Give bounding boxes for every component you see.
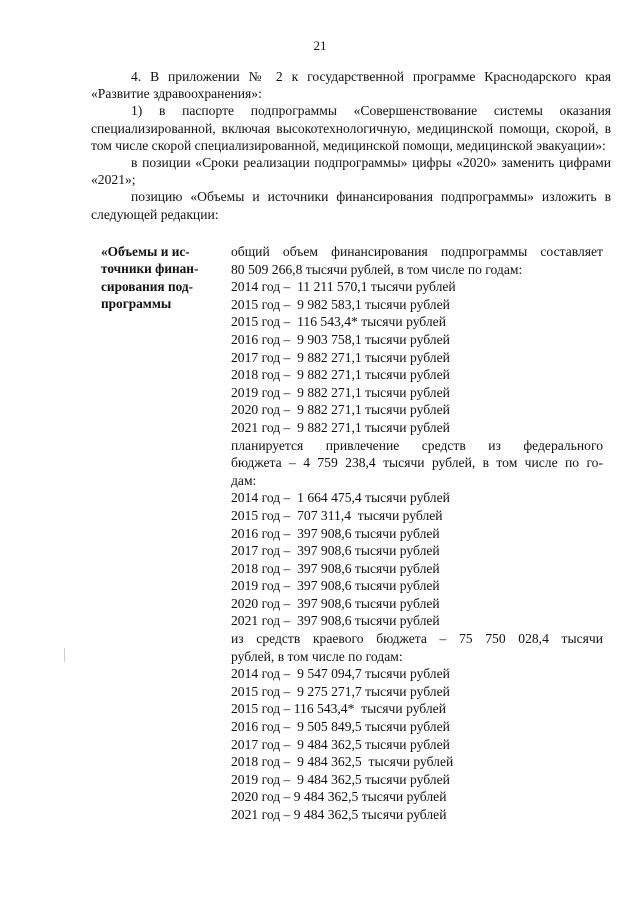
year-row: 2019 год – 9 484 362,5 тысячи рублей [231,771,450,787]
federal-years-list [231,489,603,630]
year-row: 2016 год – 9 903 758,1 тысячи рублей [231,331,450,347]
year-row: 2016 год – 397 908,6 тысячи рублей [231,525,440,541]
year-row: 2015 год – 707 311,4 тысячи рублей [231,507,443,523]
regional-years-list [231,665,603,823]
year-row: 2017 год – 397 908,6 тысячи рублей [231,543,440,559]
scan-margin-mark [64,648,65,662]
total-financing-line: общий объем финансирования подпрограммы составляет [231,244,603,259]
page-number: 21 [313,38,327,53]
year-row: 2020 год – 397 908,6 тысячи рублей [231,595,440,611]
intro-paragraph-2: 1) в паспорте подпрограммы «Совершенствование системы оказания специализированной, включая высокотехнологичную, медицинской помощи, скорой, в том числе скорой специализированной, медицинской помощи, медицинской эвакуации»: [91,103,611,153]
total-financing-line: 80 509 266,8 тысячи рублей, в том числе по годам: [231,261,523,277]
federal-budget-line: бюджета – 4 759 238,4 тысячи рублей, в том числе по го- [231,455,603,471]
year-row: 2018 год – 9 484 362,5 тысячи рублей [231,754,454,770]
position-content [231,243,603,824]
year-row: 2017 год – 9 882 271,1 тысячи рублей [231,349,450,365]
year-row: 2015 год – 9 275 271,7 тысячи рублей [231,683,450,699]
year-row: 2021 год – 9 882 271,1 тысячи рублей [231,419,450,435]
year-row: 2015 год – 9 982 583,1 тысячи рублей [231,296,450,312]
year-row: 2015 год – 116 543,4* тысячи рублей [231,314,446,330]
year-row: 2021 год – 9 484 362,5 тысячи рублей [231,807,447,822]
position-label-line: точники финан- [101,261,199,277]
year-row: 2014 год – 11 211 570,1 тысячи рублей [231,279,456,295]
intro-paragraph-4: позицию «Объемы и источники финансирования подпрограммы» изложить в следующей редакции: [91,189,611,222]
intro-text [91,68,611,223]
year-row: 2020 год – 9 882 271,1 тысячи рублей [231,402,450,418]
position-label-line: «Объемы и ис- [101,244,190,259]
federal-budget-line: планируется привлечение средств из федерального [231,437,603,453]
year-row: 2014 год – 9 547 094,7 тысячи рублей [231,666,450,682]
year-row: 2021 год – 397 908,6 тысячи рублей [231,613,440,629]
year-row: 2016 год – 9 505 849,5 тысячи рублей [231,719,450,735]
year-row: 2017 год – 9 484 362,5 тысячи рублей [231,736,450,752]
year-row: 2019 год – 9 882 271,1 тысячи рублей [231,384,450,400]
year-row: 2018 год – 397 908,6 тысячи рублей [231,560,440,576]
year-row: 2020 год – 9 484 362,5 тысячи рублей [231,789,447,805]
regional-budget-line: из средств краевого бюджета – 75 750 028,4 тысячи [231,631,603,647]
position-label-line: программы [101,296,172,312]
intro-paragraph-3: в позиции «Сроки реализации подпрограммы» цифры «2020» заменить цифрами «2021»; [91,155,611,188]
position-label [101,243,219,313]
year-row: 2015 год – 116 543,4* тысячи рублей [231,701,446,717]
regional-budget-line: рублей, в том числе по годам: [231,648,403,664]
year-row: 2019 год – 397 908,6 тысячи рублей [231,578,440,594]
year-row: 2018 год – 9 882 271,1 тысячи рублей [231,367,450,383]
position-label-line: сирования под- [101,278,194,294]
year-row: 2014 год – 1 664 475,4 тысячи рублей [231,490,450,506]
intro-paragraph-1: 4. В приложении № 2 к государственной программе Краснодарского края «Развитие здравоохранения»: [91,69,611,102]
total-years-list [231,278,603,436]
federal-budget-line: дам: [231,472,257,488]
